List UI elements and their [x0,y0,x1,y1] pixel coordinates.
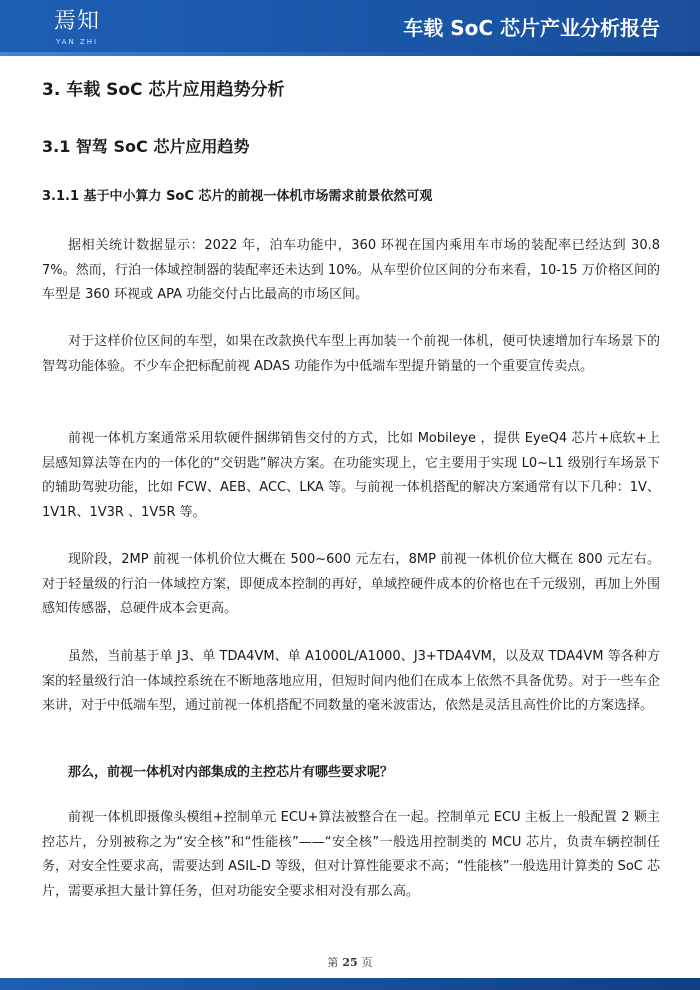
page-suffix: 页 [361,956,373,969]
page-prefix: 第 [327,956,339,969]
logo-mark: 焉知 [53,9,100,34]
paragraph: 现阶段，2MP 前视一体机价位大概在 500~600 元左右，8MP 前视一体机价位大概在 800 元左右。对于轻量级的行泊一体域控方案，即便成本控制的再好，单域控硬件成本的价格也在千元级别，再加上外围感知传感器，总硬件成本会更高。 [42,552,660,616]
subsection-heading: 3.1 智驾 SoC 芯片应用趋势 [42,137,250,156]
paragraph: 前视一体机方案通常采用软硬件捆绑销售交付的方式，比如 Mobileye ，提供 EyeQ4 芯片+底软+上层感知算法等在内的一体化的“交钥匙”解决方案。在功能实现上，它主要用于实现 L0~L1 级别行车场景下的辅助驾驶功能，比如 FCW、AEB、ACC、LKA 等。与前视一体机搭配的解决方案通常有以下几种：1V、1V1R、1V3R 、1V5R 等。 [42,431,660,520]
paragraph: 虽然，当前基于单 J3、单 TDA4VM、单 A1000L/A1000、J3+TDA4VM，以及双 TDA4VM 等各种方案的轻量级行泊一体域控系统在不断地落地应用，但短时间内他们在成本上依然不具备优势。对于一些车企来讲，对于中低端车型，通过前视一体机搭配不同数量的毫米波雷达，依然是灵活且高性价比的方案选择。 [42,649,660,713]
paragraph: 据相关统计数据显示：2022 年，泊车功能中，360 环视在国内乘用车市场的装配率已经达到 30.87%。然而，行泊一体域控制器的装配率还未达到 10%。从车型价位区间的分布来看，10-15 万价格区间的车型是 360 环视或 APA 功能交付占比最高的市场区间。 [42,238,660,302]
footer-bar [0,978,700,990]
section-heading: 3. 车载 SoC 芯片应用趋势分析 [42,80,285,100]
brand-logo [40,8,114,48]
page-number [0,954,700,970]
paragraph: 前视一体机即摄像头模组+控制单元 ECU+算法被整合在一起。控制单元 ECU 主板上一般配置 2 颗主控芯片，分别被称之为“安全核”和“性能核”——“安全核”一般选用控制类的 MCU 芯片，负责车辆控制任务，对安全性要求高，需要达到 ASIL-D 等级，但对计算性能要求不高；“性能核”一般选用计算类的 SoC 芯片，需要承担大量计算任务，但对功能安全要求相对没有那么高。 [42,810,660,899]
paragraph: 对于这样价位区间的车型，如果在改款换代车型上再加装一个前视一体机，便可快速增加行车场景下的智驾功能体验。不少车企把标配前视 ADAS 功能作为中低端车型提升销量的一个重要宣传卖点。 [42,334,660,374]
question-paragraph: 那么，前视一体机对内部集成的主控芯片有哪些要求呢？ [68,765,394,780]
report-title: 车载 SoC 芯片产业分析报告 [403,16,660,40]
page-number-value: 25 [342,956,358,969]
logo-subtitle: YAN ZHI [55,38,99,46]
page-header [0,0,700,56]
subsubsection-heading: 3.1.1 基于中小算力 SoC 芯片的前视一体机市场需求前景依然可观 [42,189,433,204]
